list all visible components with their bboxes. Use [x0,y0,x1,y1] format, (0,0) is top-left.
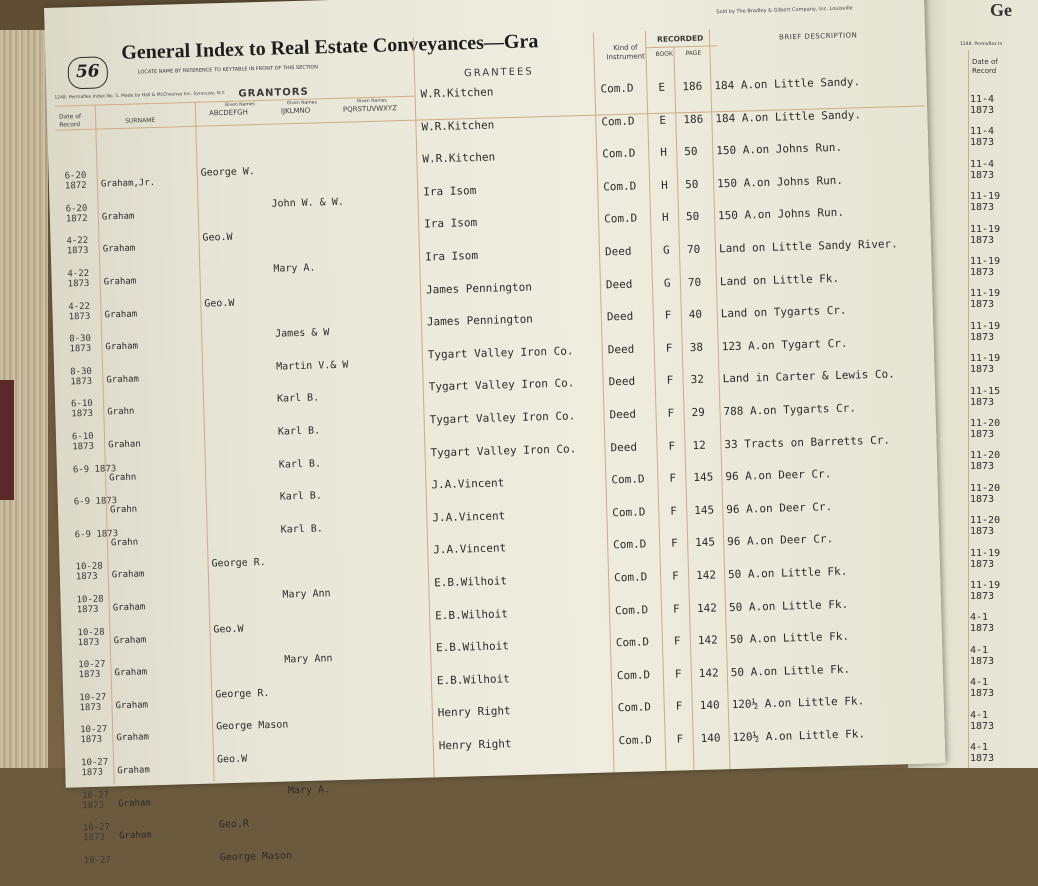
book-cell: H [661,178,668,192]
page-cell: 142 [695,568,717,583]
surname-cell: Graham [105,341,139,353]
right-date-cell: 11-4 1873 [970,158,995,181]
description-cell: 120½ A.on Little Fk. [732,727,866,745]
description-cell: 788 A.on Tygarts Cr. [723,401,857,419]
book-cell: F [673,634,681,648]
surname-cell: Graham [104,309,138,321]
surname-cell: Graham,Jr. [100,178,156,190]
publisher-note: Sold by The Bradley & Gilbert Company, Inc. Louisville [716,5,853,16]
description-cell: Land on Little Sandy River. [718,237,898,256]
grantor-given-cell: Karl B. [279,490,323,503]
grantor-given-cell: James & W [275,327,330,340]
grantee-cell: Henry Right [438,737,512,753]
date-cell: 6-9 1873 [74,528,119,541]
page-cell: 38 [689,340,704,354]
page-header: PAGE [685,49,702,58]
description-cell: 184 A.on Little Sandy. [714,75,861,93]
right-date-cell: 11-19 1873 [970,353,1001,376]
date-cell: 10-27 1873 [82,822,111,844]
date-cell: 10-27 1873 [79,692,107,714]
grantor-given-cell: George R. [215,687,270,701]
kind-cell: Com.D [611,472,645,487]
right-date-cell: 4-1 1873 [970,644,995,667]
date-cell: 6-20 1872 [64,171,87,192]
description-cell: 120½ A.on Little Fk. [731,694,865,712]
kind-cell: Com.D [613,570,648,585]
grantor-given-cell: Karl B. [276,392,320,406]
grantee-cell: E.B.Wilhoit [434,574,508,590]
page-cell: 50 [684,144,698,159]
date-cell: 10-27 1873 [81,790,110,811]
given-names-a: Given Names [224,102,255,108]
date-cell: 10-28 1873 [75,561,103,583]
book-cell: E [658,80,666,94]
kind-cell: Com.D [602,146,636,161]
right-date-cell: 4-1 1873 [970,742,995,764]
grantee-cell: Tygart Valley Iron Co. [430,441,577,459]
date-header: Date of Record [58,113,82,129]
book-cell: G [662,243,670,257]
description-cell: 96 A.on Deer Cr. [725,467,832,484]
surname-cell: Graham [117,765,150,777]
kind-cell: Com.D [612,505,646,520]
kind-cell: Com.D [618,733,652,748]
surname-cell: Grahan [108,439,141,451]
surname-cell: Grahn [109,504,138,516]
book-cell: F [667,406,675,420]
grantee-cell: James Pennington [426,312,534,329]
grantee-cell: Henry Right [437,704,511,720]
grantee-cell: Tygart Valley Iron Co. [427,344,574,362]
book-cell: F [670,504,678,518]
kind-cell: Deed [606,309,634,324]
grantor-given-cell: Martin V.& W [275,359,349,373]
grantee-cell: Ira Isom [424,216,478,231]
date-cell: 10-27 1873 [80,724,108,746]
ledger-page [44,0,945,867]
kind-cell: Com.D [617,700,652,715]
surname-cell: Graham [116,732,150,744]
page-title: General Index to Real Estate Conveyances—Gra [120,30,539,64]
page-cell: 50 [684,177,699,191]
grantee-cell: W.R.Kitchen [421,118,495,134]
grantees-header: GRANTEES [463,66,534,80]
grantor-given-cell: Geo.W [202,232,233,245]
kind-cell: Deed [607,342,635,357]
book-cell: H [661,211,669,225]
book-cell: F [664,308,672,322]
date-cell: 8-30 1873 [69,334,92,355]
grantee-cell: James Pennington [425,280,533,297]
page-cell: 29 [691,405,705,420]
kind-cell: Com.D [600,81,634,96]
grantee-cell: E.B.Wilhoit [434,606,509,622]
description-cell: 50 A.on Little Fk. [728,597,849,614]
kind-cell: Com.D [614,602,649,617]
page-cell: 186 [682,79,703,94]
date-cell [63,105,107,106]
page-cell: 70 [687,275,702,289]
surname-cell: Graham [106,374,140,386]
grantor-given-cell: George R. [211,557,266,570]
grantor-given-cell: Geo.R [218,818,250,831]
kind-cell: Com.D [603,211,638,226]
grantor-given-cell: Karl B. [278,458,322,471]
surname-cell: Graham [115,700,149,712]
kind-cell: Com.D [613,537,647,552]
book-header: BOOK [655,50,674,58]
grantor-given-cell: Mary Ann [282,588,331,601]
page-number: 56 [67,56,108,89]
date-cell: 6-20 1872 [65,203,88,225]
date-cell [64,138,108,139]
book-tab [0,380,14,500]
right-date-cell: 4-1 1873 [970,677,995,700]
right-date-cell: 11-19 1873 [970,191,1001,214]
grantee-cell: Tygart Valley Iron Co. [428,376,575,394]
right-date-cell: 11-20 1873 [970,482,1001,505]
description-cell: Land on Tygarts Cr. [720,303,847,321]
surname-header: SURNAME [125,116,156,125]
right-date-cell: 11-20 1873 [970,418,1001,440]
date-cell: 6-10 1873 [70,399,94,420]
right-page-form-note: 1248. Permaflex In [960,42,1003,47]
page-cell: 12 [692,438,706,452]
date-cell: 4-22 1873 [66,236,89,257]
grantor-given-cell: Karl B. [280,523,323,536]
page-cell: 145 [693,470,714,485]
right-date-cell: 11-15 1873 [970,385,1001,408]
page-cell: 145 [694,503,715,517]
grantee-cell: W.R.Kitchen [422,150,496,166]
book-cell: E [659,113,667,127]
surname-cell: Graham [103,276,137,288]
kind-cell: Deed [604,244,632,259]
right-date-cell: 11-19 1873 [970,223,1001,246]
surname-cell: Grahn [107,407,135,418]
kind-header: Kind of Instrument [606,43,645,62]
date-cell: 6-9 1873 [73,496,118,508]
surname-cell: Graham [102,243,136,255]
book-cell: F [672,602,680,616]
page-cell: 140 [700,731,721,745]
date-cell: 10-27 [83,855,112,867]
grantee-cell: J.A.Vincent [431,476,505,492]
surname-cell: Graham [119,830,152,842]
surname-cell: Grahn [109,472,137,483]
right-date-cell: 11-4 1873 [970,126,995,149]
right-date-cell: 11-19 1873 [970,580,1001,602]
date-cell: 4-22 1873 [67,268,90,290]
letters-b: IJKLMNO [280,106,311,116]
grantee-cell: Tygart Valley Iron Co. [429,409,576,427]
letters-c: PQRSTUVWXYZ [342,104,398,114]
book-cell: F [668,439,676,453]
page-cell: 145 [695,535,716,550]
description-cell: 150 A.on Johns Run. [716,140,843,158]
description-cell: 96 A.on Deer Cr. [726,499,833,516]
surname-cell: Graham [113,634,147,646]
kind-cell: Com.D [616,668,651,683]
description-cell: 184 A.on Little Sandy. [715,107,862,125]
right-date-cell: 11-20 1873 [970,515,1001,538]
date-cell: 10-27 1873 [78,659,106,681]
book-cell: F [676,732,684,746]
right-date-cell: 4-1 1873 [970,709,995,732]
grantor-given-cell: Geo.W [213,623,244,636]
date-cell: 10-27 1873 [80,757,109,779]
book-cell: H [660,145,668,160]
page-cell: 50 [685,210,700,224]
grantor-given-cell: Geo.W [204,297,235,310]
right-date-cell: 11-20 1873 [970,450,1001,473]
grantee-cell: Ira Isom [423,183,477,199]
grantor-given-cell: George Mason [215,719,289,733]
kind-cell: Deed [609,407,637,422]
given-names-c: Given Names [356,98,387,105]
locate-note: LOCATE NAME BY REFERENCE TO KEYTABLE IN FRONT OF THIS SECTION [137,64,319,76]
book-cell: F [675,699,683,714]
right-rule [968,50,969,768]
grantors-header: GRANTORS [238,86,309,100]
description-cell: Land on Little Fk. [719,271,840,288]
kind-cell: Deed [608,375,636,389]
date-cell: 4-22 1873 [68,301,91,323]
page-cell: 140 [699,698,720,713]
description-cell: 150 A.on Johns Run. [717,206,845,223]
right-date-cell: 11-19 1873 [970,288,1001,311]
surname-cell: Graham [111,569,145,581]
grantee-cell: J.A.Vincent [433,541,507,557]
grantor-given-cell: Mary A. [287,783,331,797]
book-cell: F [671,569,679,583]
description-cell: 150 A.on Johns Run. [716,173,844,191]
date-cell: 8-30 1873 [70,366,93,388]
book-cell: F [669,471,677,485]
given-names-b: Given Names [286,100,317,107]
form-note: 1248. Permaflex Index No. 5. Made by Hall & McChesney Inc. Syracuse, N.Y. [54,90,225,101]
kind-cell: Deed [605,277,633,292]
page-cell: 142 [697,633,718,648]
page-cell: 142 [698,666,719,680]
book-cell: F [666,373,674,388]
right-date-cell: 11-4 1873 [970,94,995,116]
date-cell: 10-28 1873 [76,594,104,616]
surname-cell: Grahn [110,537,139,549]
letters-a: ABCDEFGH [208,108,248,118]
description-cell: 123 A.on Tygart Cr. [721,336,848,354]
date-cell: 6-10 1873 [71,431,95,453]
book-cell: F [671,536,679,551]
kind-cell: Com.D [603,179,637,194]
grantee-cell: Ira Isom [424,248,479,264]
surname-cell: Graham [112,602,146,614]
right-page-title: Ge [990,0,1012,20]
description-cell: 50 A.on Little Fk. [729,629,850,647]
right-page-date-header: Date of Record [972,58,998,75]
grantee-cell: J.A.Vincent [432,509,506,525]
book-cell: G [663,276,671,290]
book-cell: F [674,667,682,681]
recorded-header: RECORDED [656,33,704,44]
right-date-cell: 4-1 1873 [970,612,995,635]
grantor-given-cell: Geo.W [216,753,248,766]
grantor-given-cell: George Mason [219,850,293,864]
right-date-cell: 11-19 1873 [970,547,1001,570]
description-cell: 96 A.on Deer Cr. [726,532,834,549]
right-date-cell: 11-19 1873 [970,320,1001,343]
surname-cell: Graham [118,797,151,809]
description-cell: 33 Tracts on Barretts Cr. [724,433,891,451]
grantee-cell: E.B.Wilhoit [435,639,510,655]
grantee-cell: W.R.Kitchen [420,85,494,101]
kind-cell: Com.D [601,114,635,129]
grantor-given-cell: Karl B. [277,425,321,438]
page-cell: 40 [688,307,703,322]
grantor-given-cell: Mary Ann [284,653,333,666]
page-cell: 32 [690,373,705,387]
description-cell: Land in Carter & Lewis Co. [722,367,895,386]
description-cell: 50 A.on Little Fk. [727,564,848,582]
date-cell: 10-28 1873 [77,627,105,648]
description-cell: 50 A.on Little Fk. [730,662,851,679]
date-cell: 6-9 1873 [72,463,117,475]
kind-cell: Deed [610,440,638,454]
kind-cell: Com.D [615,635,650,650]
right-date-cell: 11-19 1873 [970,256,1001,278]
book-cell: F [665,341,673,355]
grantor-given-cell: George W. [200,166,255,179]
grantor-given-cell: John W. & W. [271,196,344,210]
page-cell: 142 [696,601,718,615]
grantee-cell: E.B.Wilhoit [436,672,510,688]
grantor-given-cell: Mary A. [273,262,316,275]
description-header: BRIEF DESCRIPTION [778,31,858,42]
surname-cell: Graham [101,211,135,223]
surname-cell: Graham [114,667,148,679]
page-cell: 186 [683,112,704,126]
page-cell: 70 [686,242,701,257]
